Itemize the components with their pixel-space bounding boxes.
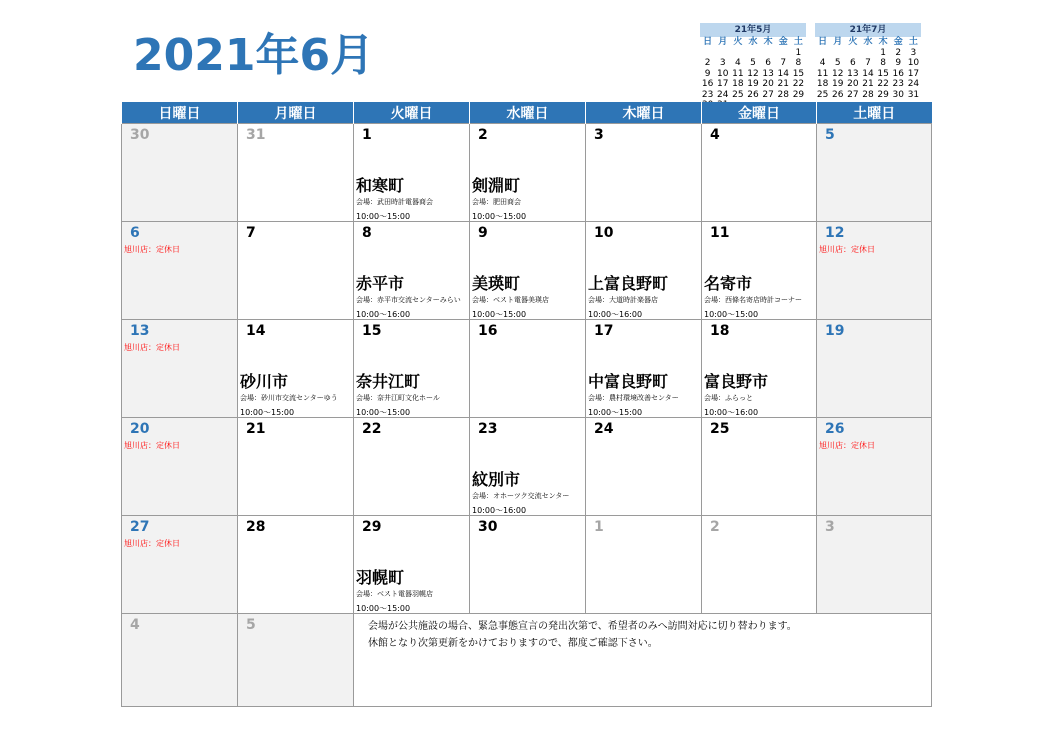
mini-day: 5 (750, 58, 756, 68)
mini-week-row (700, 58, 806, 69)
mini-calendar-label: 21年7月 (815, 23, 921, 37)
calendar-title: 2021年6月 (133, 30, 375, 81)
mini-day: 30 (892, 89, 904, 100)
mini-week-row (815, 58, 921, 69)
event-town: 中富良野町 (588, 372, 669, 391)
mini-day: 9 (704, 68, 711, 79)
event-time: 10:00～15:00 (472, 212, 527, 221)
event-time: 10:00～15:00 (240, 408, 295, 417)
event-town: 剣淵町 (472, 176, 521, 195)
month-calendar (121, 102, 932, 707)
day-number: 4 (130, 617, 140, 633)
calendar-week-extra (122, 614, 932, 707)
mini-week-row (700, 48, 806, 59)
day-cell (817, 418, 932, 516)
event-town: 砂川市 (240, 372, 289, 391)
day-number: 26 (825, 421, 845, 437)
weekday-header: 水曜日 (470, 102, 586, 124)
weekday-header: 日曜日 (122, 102, 238, 124)
event-town: 奈井江町 (356, 372, 421, 391)
mini-weekday: 水 (748, 37, 758, 47)
mini-day (815, 48, 830, 59)
mini-day: 26 (831, 89, 844, 100)
mini-day: 16 (892, 68, 904, 79)
mini-day: 10 (716, 68, 729, 79)
mini-day: 24 (907, 79, 920, 89)
mini-day: 2 (895, 47, 902, 58)
mini-day: 15 (877, 68, 889, 79)
day-cell (586, 124, 702, 222)
mini-weekday: 日 (818, 37, 828, 47)
mini-week-row (700, 79, 806, 90)
mini-day (830, 48, 845, 59)
mini-day (845, 48, 860, 59)
mini-day: 8 (795, 58, 802, 68)
mini-day: 18 (816, 79, 829, 89)
event-town: 羽幌町 (356, 568, 405, 587)
mini-weekday: 月 (718, 37, 728, 47)
event-town: 名寄市 (704, 274, 753, 293)
day-number: 30 (478, 519, 498, 535)
mini-day: 7 (865, 58, 871, 68)
mini-week-row (815, 48, 921, 59)
mini-day: 19 (831, 79, 844, 89)
day-cell (470, 222, 586, 320)
mini-day (700, 48, 715, 59)
mini-day: 26 (747, 89, 759, 100)
day-cell (702, 516, 817, 614)
calendar-week (122, 516, 932, 614)
mini-day: 27 (847, 89, 859, 100)
mini-day: 5 (834, 58, 841, 68)
mini-weekday: 金 (893, 37, 903, 47)
mini-calendar-label: 21年5月 (700, 23, 806, 37)
day-cell (122, 320, 238, 418)
mini-day: 24 (716, 89, 729, 100)
calendar-week (122, 124, 932, 222)
day-number: 11 (710, 225, 730, 241)
weekday-header: 火曜日 (354, 102, 470, 124)
weekday-header: 月曜日 (238, 102, 354, 124)
mini-day: 1 (880, 47, 886, 58)
event-venue: 会場：ベスト電器羽幌店 (356, 590, 433, 598)
mini-day: 11 (732, 68, 744, 79)
day-cell (817, 222, 932, 320)
mini-week-row (815, 79, 921, 90)
closed-day-note: 旭川店：定休日 (124, 539, 180, 548)
mini-weekday-row (700, 37, 806, 48)
mini-week-row (815, 90, 921, 101)
event-time: 10:00～15:00 (356, 604, 411, 613)
day-cell (354, 222, 470, 320)
notice-line: 会場が公共施設の場合、緊急事態宣言の発出次第で、希望者のみへ訪問対応に切り替わります。 (368, 621, 797, 632)
day-cell (817, 320, 932, 418)
day-cell (586, 222, 702, 320)
mini-day: 13 (762, 68, 774, 79)
day-number: 2 (710, 519, 720, 535)
notice-text (368, 618, 797, 652)
mini-calendar-grid (815, 37, 921, 100)
mini-day: 23 (701, 89, 714, 100)
mini-day: 14 (862, 68, 874, 79)
closed-day-note: 旭川店：定休日 (819, 441, 875, 450)
mini-day: 4 (819, 58, 826, 68)
mini-weekday: 日 (703, 37, 713, 47)
event-time: 10:00～16:00 (356, 310, 411, 319)
mini-weekday: 土 (908, 37, 918, 47)
day-cell (470, 516, 586, 614)
mini-weekday-row (815, 37, 921, 48)
mini-day: 19 (747, 79, 759, 89)
mini-day: 16 (701, 79, 714, 89)
day-cell (817, 516, 932, 614)
mini-day: 12 (831, 68, 844, 79)
day-number: 22 (362, 421, 382, 437)
mini-weekday: 土 (793, 37, 803, 47)
day-cell (354, 516, 470, 614)
notice-cell (354, 614, 932, 707)
event-town: 和寒町 (356, 176, 405, 195)
closed-day-note: 旭川店：定休日 (124, 245, 180, 254)
day-number: 30 (130, 127, 150, 143)
mini-week-row (700, 90, 806, 101)
event-venue: 会場：砂川市交流センターゆう (240, 394, 338, 402)
mini-day: 20 (762, 79, 774, 89)
event-time: 10:00～15:00 (704, 310, 759, 319)
day-number: 29 (362, 519, 382, 535)
day-number: 28 (246, 519, 266, 535)
day-cell (470, 320, 586, 418)
day-cell (122, 614, 238, 707)
day-cell (238, 418, 354, 516)
event-time: 10:00～15:00 (472, 310, 527, 319)
mini-day: 6 (765, 58, 771, 68)
event-venue: 会場：西條名寄店時計コーナー (704, 296, 802, 304)
event-venue: 会場：大道時計楽器店 (588, 296, 658, 304)
mini-day: 8 (880, 58, 886, 68)
mini-day: 22 (792, 79, 805, 89)
mini-weekday: 月 (833, 37, 843, 47)
event-venue: 会場：赤平市交流センターみらい (356, 296, 461, 304)
calendar-week (122, 320, 932, 418)
calendar-body (122, 124, 932, 614)
day-cell (354, 320, 470, 418)
day-number: 25 (710, 421, 730, 437)
calendar-week (122, 222, 932, 320)
day-cell (702, 124, 817, 222)
mini-day: 3 (719, 58, 726, 68)
day-number: 8 (362, 225, 372, 241)
mini-weekday: 水 (863, 37, 873, 47)
mini-day: 21 (862, 79, 874, 89)
mini-day: 6 (849, 58, 856, 68)
day-number: 24 (594, 421, 614, 437)
event-time: 10:00～16:00 (588, 310, 643, 319)
calendar-week (122, 418, 932, 516)
day-number: 13 (130, 323, 150, 339)
event-town: 富良野市 (704, 372, 769, 391)
mini-weekday: 木 (878, 37, 888, 47)
event-town: 紋別市 (472, 470, 521, 489)
mini-day: 25 (816, 89, 829, 100)
day-number: 18 (710, 323, 730, 339)
notice-line: 休館となり次第更新をかけておりますので、都度ご確認下さい。 (368, 638, 658, 649)
day-cell (586, 418, 702, 516)
day-cell (122, 124, 238, 222)
day-cell (354, 418, 470, 516)
mini-day: 1 (795, 47, 802, 58)
day-number: 14 (246, 323, 266, 339)
mini-day: 4 (734, 58, 741, 68)
day-cell (470, 418, 586, 516)
mini-day: 14 (777, 68, 789, 79)
mini-day: 11 (816, 68, 829, 79)
mini-weekday: 木 (763, 37, 773, 47)
day-number: 12 (825, 225, 845, 241)
day-number: 6 (130, 225, 140, 241)
weekday-header: 金曜日 (702, 102, 817, 124)
mini-day (776, 48, 791, 59)
weekday-header: 木曜日 (586, 102, 702, 124)
event-time: 10:00～15:00 (588, 408, 643, 417)
day-number: 27 (130, 519, 150, 535)
day-cell (238, 516, 354, 614)
day-cell (702, 222, 817, 320)
day-cell (586, 516, 702, 614)
mini-day (761, 48, 776, 59)
event-venue: 会場：オホーツク交流センター (472, 492, 570, 500)
mini-day: 25 (732, 89, 744, 100)
event-venue: 会場：武田時計電器商会 (356, 198, 433, 206)
mini-day: 15 (792, 68, 805, 79)
day-number: 4 (710, 127, 720, 143)
mini-weekday: 金 (778, 37, 788, 47)
mini-day: 12 (747, 68, 759, 79)
event-time: 10:00～15:00 (356, 212, 411, 221)
day-number: 2 (478, 127, 488, 143)
closed-day-note: 旭川店：定休日 (819, 245, 875, 254)
mini-day (860, 48, 875, 59)
day-cell (238, 614, 354, 707)
weekday-header: 土曜日 (817, 102, 932, 124)
day-number: 23 (478, 421, 498, 437)
day-cell (817, 124, 932, 222)
mini-day: 21 (777, 79, 789, 89)
mini-day: 17 (907, 68, 920, 79)
mini-day (715, 48, 730, 59)
mini-day: 29 (792, 89, 805, 100)
event-town: 美瑛町 (472, 274, 521, 293)
closed-day-note: 旭川店：定休日 (124, 441, 180, 450)
event-venue: 会場：農村環境改善センター (588, 394, 679, 402)
mini-day: 28 (777, 89, 789, 100)
mini-weekday: 火 (848, 37, 858, 47)
day-number: 9 (478, 225, 488, 241)
day-cell (238, 222, 354, 320)
mini-day: 7 (780, 58, 787, 68)
event-town: 赤平市 (356, 274, 405, 293)
event-time: 10:00～16:00 (704, 408, 759, 417)
event-town: 上富良野町 (588, 274, 669, 293)
day-number: 15 (362, 323, 382, 339)
day-cell (470, 124, 586, 222)
mini-day (730, 48, 745, 59)
mini-week-row (700, 69, 806, 80)
mini-day (745, 48, 760, 59)
day-number: 5 (246, 617, 256, 633)
closed-day-note: 旭川店：定休日 (124, 343, 180, 352)
day-cell (238, 124, 354, 222)
event-time: 10:00～16:00 (472, 506, 527, 515)
mini-day: 3 (910, 47, 917, 58)
mini-day: 10 (907, 58, 920, 68)
mini-calendar-grid (700, 37, 806, 111)
mini-day: 13 (847, 68, 859, 79)
day-number: 5 (825, 127, 835, 143)
mini-day: 18 (732, 79, 744, 89)
day-number: 31 (246, 127, 266, 143)
mini-calendar-may (700, 23, 806, 111)
event-venue: 会場：ふらっと (704, 394, 753, 402)
mini-weekday: 火 (733, 37, 743, 47)
day-cell (122, 418, 238, 516)
mini-day: 9 (895, 58, 902, 68)
day-number: 3 (594, 127, 604, 143)
day-cell (702, 418, 817, 516)
day-cell (702, 320, 817, 418)
day-number: 1 (362, 127, 372, 143)
mini-day: 2 (704, 58, 711, 68)
day-number: 20 (130, 421, 150, 437)
mini-day: 17 (716, 79, 729, 89)
day-number: 17 (594, 323, 614, 339)
event-venue: 会場：肥田商会 (472, 198, 521, 206)
mini-day: 29 (877, 89, 889, 100)
weekday-header-row (122, 102, 932, 124)
day-number: 16 (478, 323, 498, 339)
mini-week-row (815, 69, 921, 80)
day-cell (354, 124, 470, 222)
day-number: 21 (246, 421, 266, 437)
day-cell (122, 222, 238, 320)
mini-day: 22 (877, 79, 889, 89)
day-number: 7 (246, 225, 256, 241)
mini-calendar-july (815, 23, 921, 100)
day-cell (586, 320, 702, 418)
mini-day: 23 (892, 79, 904, 89)
event-venue: 会場：奈井江町文化ホール (356, 394, 440, 402)
mini-day: 31 (907, 89, 920, 100)
day-cell (238, 320, 354, 418)
day-number: 19 (825, 323, 845, 339)
event-time: 10:00～15:00 (356, 408, 411, 417)
day-number: 1 (594, 519, 604, 535)
day-number: 3 (825, 519, 835, 535)
mini-day: 28 (862, 89, 874, 100)
day-cell (122, 516, 238, 614)
mini-day: 27 (762, 89, 774, 100)
event-venue: 会場：ベスト電器美瑛店 (472, 296, 549, 304)
day-number: 10 (594, 225, 614, 241)
mini-day: 20 (847, 79, 859, 89)
